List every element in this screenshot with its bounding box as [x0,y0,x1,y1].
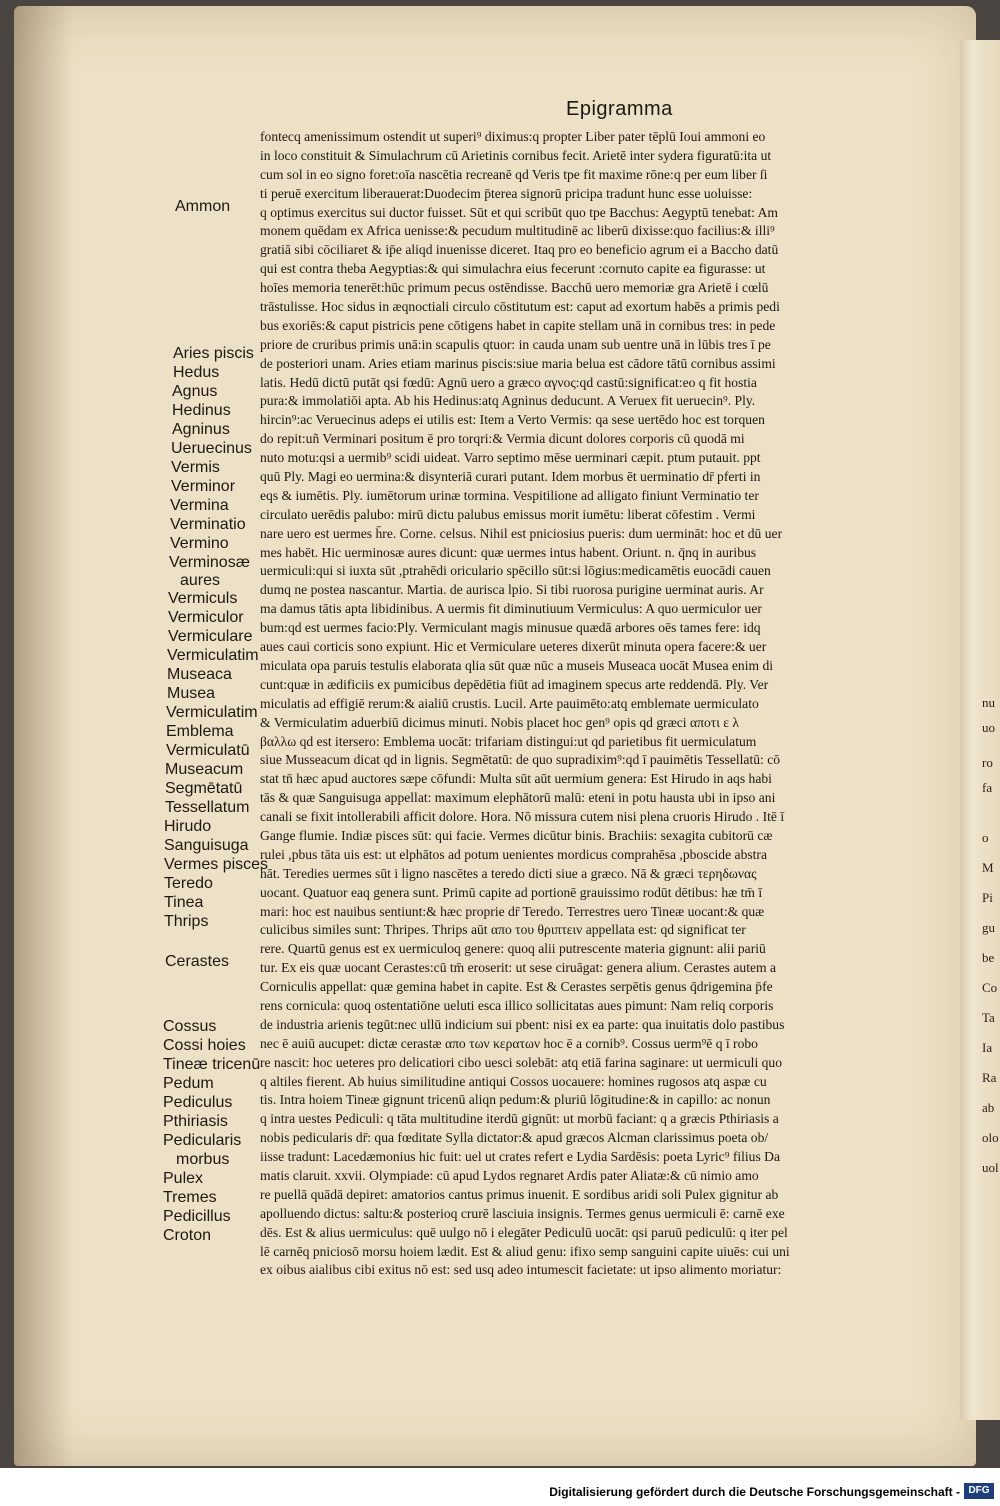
text-line: ti peruē exercitum liberauerat:Duodecim p̄terea signorū pricipa tradunt hunc esse uoluisse: [260,185,753,201]
text-line: hoīes memoria tenerēt:hūc primum pecus ostēndisse. Bacchū uero memoriæ gra Arietē i cœlū [260,280,769,296]
edge-fragment: M [982,860,994,875]
margin-note: Vermiculare [168,628,253,645]
text-line: qui est contra theba Aegyptias:& qui simulachra eius fecerunt :cornuto capite ea figurasse: ut [260,261,766,277]
margin-note: Hedus [173,364,220,381]
running-header: Epigramma [566,98,673,120]
text-line: rens cornicula: quoq ostentatiōne ueluti esca illico sollicitatas aues pimunt: Nam reliq corporis [260,997,774,1013]
text-line: Corniculis appellat: quæ gemina habet in capite. Est & Cerastes serpētis genus q̄drigemina p̄fe [260,979,773,995]
margin-note: Vermiculs [168,590,238,607]
text-line: matis claruit. xxvii. Olympiade: cū apud Lydos regnaret Ardis pater Aliatæ:& cū nimio amo [260,1167,759,1183]
text-line: stat tn̄ hæc apud auctores sæpe cōfundi: Multa sūt aūt uermium genera: Est Hirudo in aqs habi [260,771,772,787]
edge-fragment: Ta [982,1010,995,1025]
text-line: q altiles fierent. Ab huius similitudine antiqui Cossos uocauere: homines rugosos atq aspæ cu [260,1073,767,1089]
edge-fragment: gu [982,920,995,935]
text-line: trāstulisse. Hoc sidus in æqnoctiali circulo cōstitutum est: caput ad exortum habēs a primis pedi [260,299,780,315]
margin-note: Vermis [171,459,220,476]
margin-note: Agnus [172,383,218,400]
text-line: priore de cruribus primis unā:in scapulis qtuor: in cauda unam sub uentre unā in lūbis tres ī pe [260,336,771,352]
text-line: apolluendo dictus: saltu:& posterioq crurē lasciuia insignis. Termes genus uermiculi ē: carnē exe [260,1205,785,1221]
text-line: hircin⁹:ac Veruecinus adeps ei utilis est: Item a Verto Vermis: qa sese uertēdo hoc est torquen [260,412,765,428]
edge-fragment: ro [982,755,993,770]
text-line: tis. Intra hoiem Tineæ gignunt tricenū aliqn pedum:& pluriū lōgitudine:& in capillo: ac nonun [260,1092,771,1108]
margin-note: Verminatio [170,516,246,533]
margin-note: Pedum [163,1075,214,1092]
text-line: do repit:uñ Verminari positum ē pro torqri:& Vermia dicunt dolores corporis cū quodā mi [260,431,745,447]
text-line: in loco constituit & Simulachrum cū Arietinis cornibus fecit. Arietē inter sydera figuratū:ita ut [260,147,772,163]
text-line: ex oibus aialibus cibi exitus nō est: sed usq adeo intumescit facietate: ut ipso alimento moriatur: [260,1262,782,1278]
text-line: canali se fixit intollerabili afficit dolore. Hora. Nō missura cutem nisi plena cruoris Hirudo . Itē ī [260,809,785,825]
margin-note: Verminosæ [169,554,250,571]
margin-note: Musea [167,685,216,702]
text-line: uocant. Quatuor eaq genera sunt. Primū capite ad portionē grauissimo rodūt dētibus: hæ tm̄ ī [260,884,763,900]
text-line: mari: hoc est nauibus sentiunt:& hæc proprie dr̄ Teredo. Terrestres uero Tineæ uocant:& quæ [260,903,765,919]
margin-note: Cossus [163,1018,217,1035]
text-line: nare uero est uermes h̄re. Corne. celsus. Nihil est pniciosius pueris: dum uermināt: hoc et dū uer [260,525,783,541]
margin-note: Vermiculatū [166,742,250,759]
text-line: monem quēdam ex Africa uenisse:& pecudum multitudinē ac liberū dixisse:quo facilius:& illi⁹ [260,223,775,239]
text-line: nec ē auiū aucupet: dictæ cerastæ απο των κερατων hoc ē a cornib⁹. Cossus uerm⁹ē q ī robo [260,1035,758,1051]
text-line: quū Ply. Magi eo uermina:& disynteriā curari putant. Idem morbus ēt uerminatio dr̄ pferti in [260,469,761,485]
text-line: gratiā sibi cōciliaret & ip̄e aliqd inuenisse diceret. Itaq pro eo beneficio agrum ei a Baccho datū [260,242,779,258]
text-line: tās & quæ Sanguisuga appellat: maximum elephātorū malū: eteni in potu hausta ubi in ipso ani [260,790,776,806]
text-line: eqs & iumētis. Ply. iumētorum urinæ tormina. Vespitilione ad alligato finiunt Verminatio ter [260,487,759,503]
text-line: nobis pedicularis dr̄: qua fœditate Sylla dictator:& apud græcos Alcman clarissimus poeta ob/ [260,1130,769,1146]
text-line: re nascit: hoc ueteres pro delicatiori cibo uesci solebāt: atq etiā farina saginare: ut uermiculi quo [260,1054,783,1070]
margin-note: Pedicularis [163,1132,242,1149]
margin-note: Hedinus [172,402,231,419]
text-line: siue Musseacum dicat qd in lignis. Segmētatū: de quo supradixim⁹:qd ī pauimētis Tessellatū: cō [260,752,781,768]
margin-note: Vermino [170,535,229,552]
text-line: de posteriori unam. Aries etiam marinus piscis:siue maria belua est cādore tātū cornibus assimi [260,355,776,371]
margin-note: Cossi hoies [163,1037,246,1054]
gutter-shadow [14,6,74,1466]
margin-note: Pthiriasis [163,1113,228,1130]
margin-note: Tinea [164,894,204,911]
text-line: ma damus tātis apta libidinibus. A uermis fit diminutiuum Vermiculus: A quo uermiculor uer [260,601,762,617]
margin-note: Thrips [164,913,209,930]
text-line: dumq ne postea nascantur. Martia. de aurisca lpio. Si tibi ruorosa purigine uerminat auris. Ar [260,582,764,598]
margin-note: Croton [163,1227,212,1244]
edge-fragment: olo [982,1130,999,1145]
margin-note: Teredo [164,875,213,892]
text-line: uermiculi:qui si iuxta sūt ,ptrahēdi oriculario spēcillo sūt:si lōgius:medicamētis euocādi cauen [260,563,771,579]
text-line: βαλλω qd est itersero: Emblema uocāt: trifariam distingui:ut qd parietibus fit uermiculatum [260,733,757,749]
text-line: pura:& immolatiōi apta. Ab his Hedinus:atq Agninus deducunt. A Veruex fit ueruecin⁹. Ply. [260,393,756,409]
edge-fragment: Ra [982,1070,997,1085]
body-text [260,128,940,1299]
edge-fragment: be [982,950,995,965]
edge-fragment: Pi [982,890,993,905]
text-line: latis. Hedū dictū putāt qsi fœdū: Agnū uero a græco αγνος:qd castū:significat:eo q fit hostia [260,374,757,390]
margin-note: Vermes pisces [164,856,269,873]
facing-page-edge [960,40,1000,1420]
text-line: miculata opa paruis testulis elaborata qlia sūt quæ nūc a museis Museaca uocāt Musea enim di [260,657,774,673]
margin-note: aures [180,572,221,589]
margin-note: Cerastes [165,953,230,970]
text-line: iisse tradunt: Lacedæmonius hic fuit: uel ut crates refert e Lydia Sardēsis: poeta Lyric⁹ filius Da [260,1149,781,1165]
text-line: culicibus similes sunt: Thripes. Thrips aūt απο του θριπτειν appellata est: qd significat ter [260,922,746,938]
margin-note: Vermiculor [168,609,244,626]
text-line: q optimus exercitus sui ductor fuisset. Sūt et qui scribūt quo tpe Bacchus: Aegyptū tenebat: Am [260,204,778,220]
text-line: de industria arienis tegūt:nec ullū indicium sui pbent: nisi ex ea parte: qua inuitatis dolo pastibus [260,1016,785,1032]
text-line: cunt:quæ in ædificiis ex pumicibus depēdētia fiūt ad imaginem specus arte reddendā. Ply. Ver [260,676,769,692]
text-line: cum sol in eo signo foret:oīa nascētia recreanē qd Veris tpe fit maxime rōne:q per eum liber ſi [260,166,768,182]
text-line: miculatis ad effigiē rerum:& aialiū crustis. Lucil. Arte pauimēto:atq emblemate uermiculato [260,695,759,711]
edge-fragment: ab [982,1100,995,1115]
text-line: nuto motu:qsi a uermib⁹ scidi uideat. Varro septimo mēse uerminari cæpit. ptum putauit. ppt [260,450,761,466]
margin-note: Ammon [175,198,231,215]
edge-fragment: fa [982,780,993,795]
margin-note: Tessellatum [165,799,250,816]
margin-note: Museaca [167,666,232,683]
edge-fragment: Co [982,980,998,995]
margin-note: Aries piscis [173,345,254,362]
footer-credit: Digitalisierung gefördert durch die Deutsche Forschungsgemeinschaft - [549,1485,960,1499]
margin-note: Tineæ tricenū [163,1056,261,1073]
text-line: Gange flumie. Indiæ pisces sūt: qui facie. Vermes dicūtur binis. Brachiis: sexagita cubitorū cæ [260,827,773,843]
margin-note: Agninus [172,421,230,438]
margin-note: Vermiculatim [167,647,259,664]
text-line: bus exoriēs:& caput pistricis pene cōtigens habet in capite stellam unā in cornibus tres: in pede [260,317,776,333]
edge-fragment: o [982,830,989,845]
text-line: rere. Quartū genus est ex uermiculoq genere: quoq alii putrescente materia gignunt: alii pariū [260,941,766,957]
dfg-logo: DFG [964,1483,994,1499]
edge-fragment: nu [982,695,995,710]
text-line: & Vermiculatim aduerbiū dicimus minuti. Nobis placet hoc gen⁹ opis qd græci αποτι ε λ [260,714,739,730]
text-line: aues caui corticis sono expiunt. Hic et Vermiculare ueteres dixerūt minuta opera facere:& uer [260,639,767,655]
text-line: lē carnēq pniciosō morsu hoiem lædit. Est & aliud genu: ifixo semp sanguini capite uiuēs: cui uni [260,1243,790,1259]
margin-note: Pediculus [163,1094,233,1111]
margin-note: morbus [176,1151,230,1168]
text-line: rulei ,pbus tāta uis est: ut elphātos ad potum uenientes mordicus comprahēsa ,pboscide abstra [260,846,767,862]
margin-note: Tremes [163,1189,217,1206]
text-line: hāt. Teredies uermes sūt i ligno nascētes a teredo dicti siue a græco. Nā & græci τερηδωνας [260,865,757,881]
edge-fragment: uo [982,720,995,735]
text-line: mes habēt. Hic uerminosæ aures dicunt: quæ uermes intus habent. Oriunt. n. q̄nq in auribus [260,544,757,560]
margin-note: Vermiculatim [166,704,258,721]
margin-note: Pulex [163,1170,204,1187]
text-line: circulato uerēdis palubo: mirū dictu palubus emissus morit iumētu: liberat cōfestim . Vermi [260,506,756,522]
text-line: tur. Ex eis quæ uocant Cerastes:cū tm̄ eroserit: ut sese ciruāgat: genera alium. Cerastes autem a [260,960,777,976]
text-line: q intra uestes Pediculi: q tāta multitudine iterdū gignūt: ut morbū faciant: q a græcis Pthiriasis a [260,1111,779,1127]
text-line: bum:qd est uermes facio:Ply. Vermiculant magis minusue quædā arbores oēs tames fere: idq [260,620,761,636]
margin-note: Ueruecinus [171,440,252,457]
text-line [260,1280,940,1299]
margin-note: Segmētatū [165,780,243,797]
margin-note: Vermina [170,497,229,514]
text-line: fontecq amenissimum ostendit ut superi⁹ diximus:q propter Liber pater tēplū Ioui ammoni eo [260,129,766,144]
margin-note: Pedicillus [163,1208,231,1225]
text-line: dēs. Est & alius uermiculus: quē uulgo nō i elegāter Pediculū uocāt: qsi paruū pediculū: q iter pel [260,1224,788,1240]
text-line: re puellā quādā depiret: amatorios cantus primus inuenit. E sordibus aridi soli Pulex gignitur ab [260,1186,779,1202]
margin-note: Museacum [165,761,244,778]
margin-note: Hirudo [164,818,212,835]
edge-fragment: Ia [982,1040,993,1055]
margin-note: Sanguisuga [164,837,249,854]
margin-note: Verminor [171,478,236,495]
margin-note: Emblema [166,723,234,740]
edge-fragment: uol [982,1160,999,1175]
